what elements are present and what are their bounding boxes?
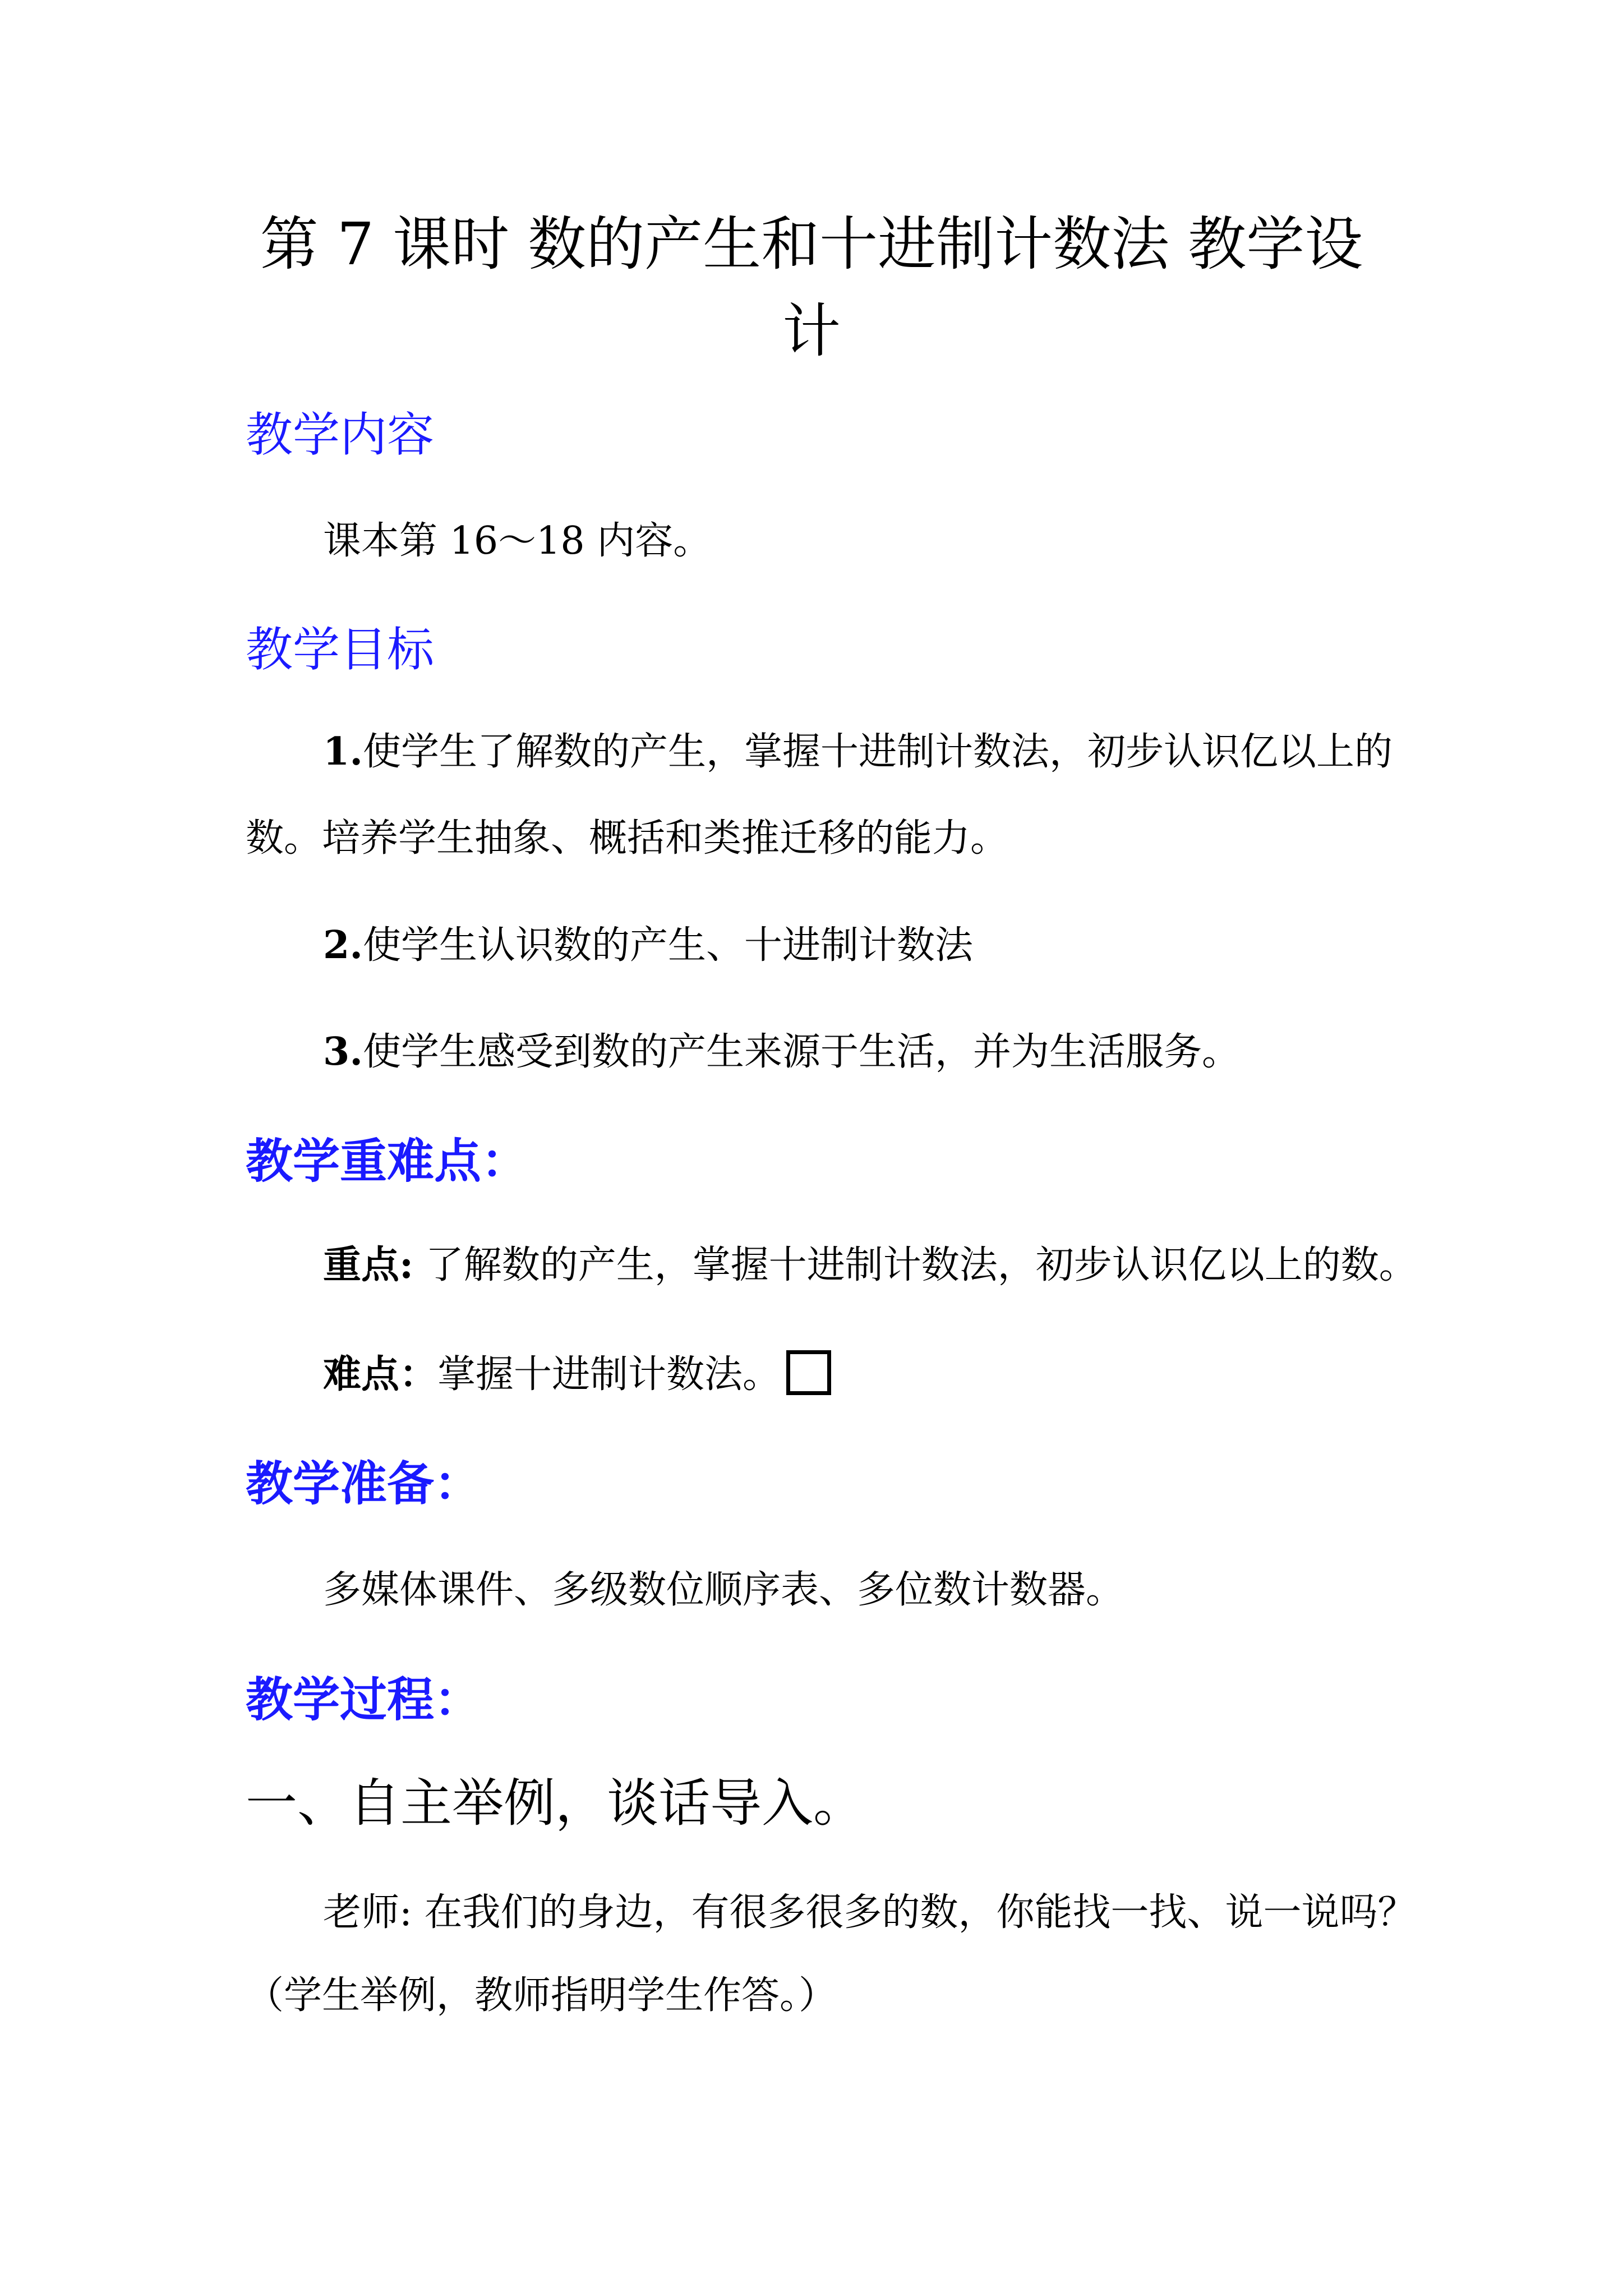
difficult-point-label: 难点： xyxy=(323,1352,438,1397)
goal-item-2-text: 使学生认识数的产生、十进制计数法 xyxy=(363,923,974,968)
goal-item-3-number: 3. xyxy=(323,1029,363,1074)
teaching-content-text: 课本第 16～18 内容。 xyxy=(323,519,712,563)
goal-item-1-line-1 xyxy=(323,724,1461,780)
preparation-text: 多媒体课件、多级数位顺序表、多位数计数器。 xyxy=(323,1568,1124,1612)
heading-teaching-content: 教学内容 xyxy=(246,407,435,462)
key-point-text: 了解数的产生，掌握十进制计数法，初步认识亿以上的数。 xyxy=(413,1243,1417,1287)
heading-teaching-process: 教学过程： xyxy=(246,1672,482,1727)
difficult-point-text: 掌握十进制计数法。 xyxy=(437,1352,781,1397)
difficult-point xyxy=(323,1346,1461,1403)
document-title-line-1: 第 7 课时 数的产生和十进制计数法 教学设 xyxy=(260,210,1363,278)
teacher-line xyxy=(323,1885,1461,1941)
heading-teaching-goals: 教学目标 xyxy=(246,622,435,677)
document-title-line-2: 计 xyxy=(782,297,841,365)
heading-teaching-preparation: 教学准备： xyxy=(246,1456,482,1511)
student-note: （学生举例，教师指明学生作答。） xyxy=(246,1973,837,2018)
empty-box-icon xyxy=(786,1350,831,1395)
teacher-text: 在我们的身边，有很多很多的数，你能找一找、说一说吗？ xyxy=(412,1890,1416,1935)
teacher-label: 老师: xyxy=(323,1890,412,1935)
goal-item-3-text: 使学生感受到数的产生来源于生活，并为生活服务。 xyxy=(363,1030,1241,1074)
goal-item-1-text: 使学生了解数的产生，掌握十进制计数法，初步认识亿以上的 xyxy=(363,730,1393,774)
key-point xyxy=(323,1237,1461,1294)
goal-item-2 xyxy=(323,917,1461,974)
process-step-1-title: 一、自主举例，谈话导入。 xyxy=(246,1773,865,1833)
goal-item-1-line-2: 数。培养学生抽象、概括和类推迁移的能力。 xyxy=(246,816,1009,861)
goal-item-2-number: 2. xyxy=(323,923,363,968)
goal-item-1-number: 1. xyxy=(323,729,363,774)
heading-key-difficult-points: 教学重难点： xyxy=(246,1134,529,1189)
key-point-label: 重点: xyxy=(323,1243,414,1287)
goal-item-3 xyxy=(323,1024,1461,1080)
